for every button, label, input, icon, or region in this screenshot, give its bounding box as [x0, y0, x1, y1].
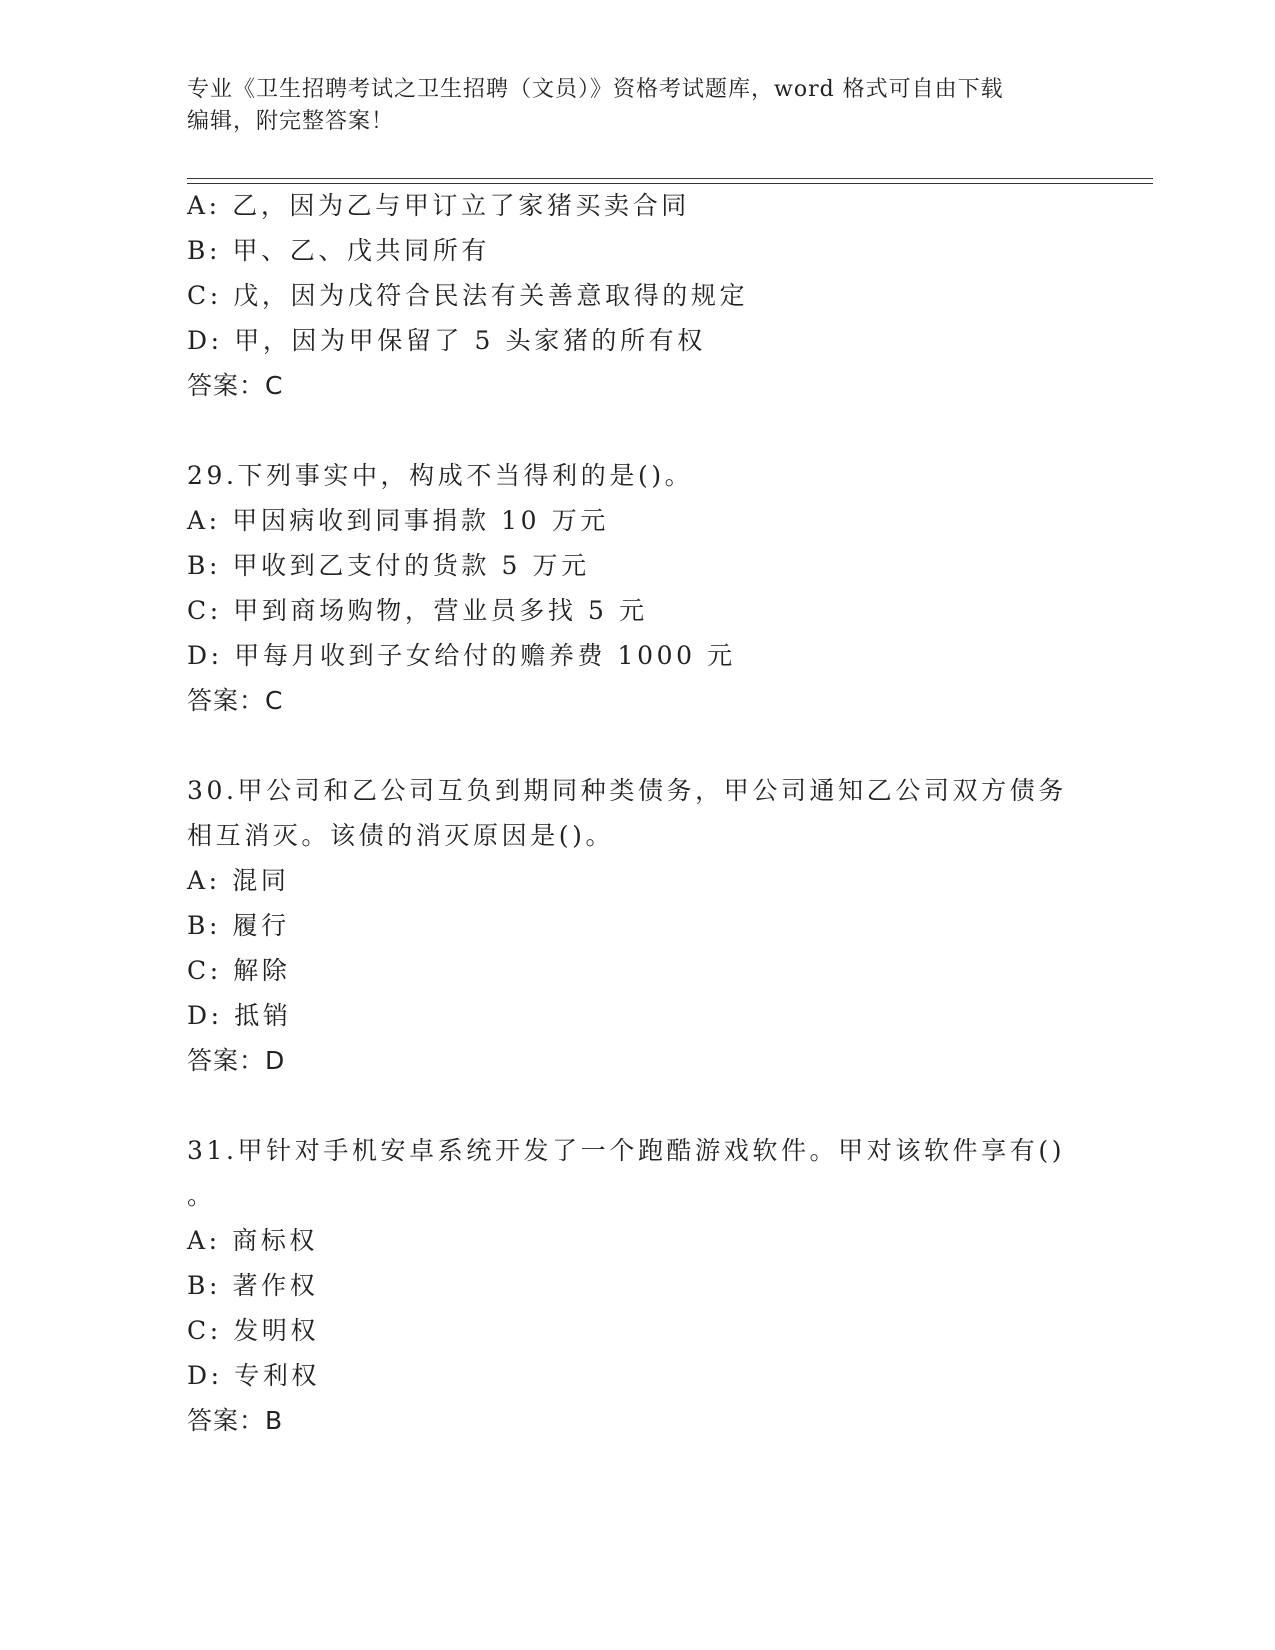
- q31-option-a: A: 商标权: [187, 1226, 319, 1255]
- q30-option-c: C: 解除: [187, 956, 291, 985]
- header-rule-top: [187, 178, 1153, 179]
- q28-answer: 答案：C: [187, 371, 284, 400]
- q30-option-a: A: 混同: [187, 866, 290, 895]
- q31-option-b: B: 著作权: [187, 1271, 319, 1300]
- q30-option-d: D: 抵销: [187, 1001, 292, 1030]
- q28-option-c: C: 戊，因为戊符合民法有关善意取得的规定: [187, 281, 749, 310]
- header-line-1: 专业《卫生招聘考试之卫生招聘（文员）》资格考试题库，word 格式可自由下载: [187, 77, 1004, 102]
- q31-answer: 答案：B: [187, 1406, 284, 1435]
- document-header: [187, 74, 1087, 138]
- q30-stem-line-1: 30.甲公司和乙公司互负到期同种类债务，甲公司通知乙公司双方债务: [187, 776, 1067, 805]
- q29-option-d: D: 甲每月收到子女给付的赡养费 1000 元: [187, 641, 736, 670]
- q31-stem-line-2: 。: [187, 1181, 216, 1210]
- q28-option-b: B: 甲、乙、戊共同所有: [187, 236, 490, 265]
- q30-option-b: B: 履行: [187, 911, 290, 940]
- header-line-2: 编辑，附完整答案！: [187, 109, 395, 134]
- header-rule-bottom: [187, 183, 1153, 184]
- q31-stem-line-1: 31.甲针对手机安卓系统开发了一个跑酷游戏软件。甲对该软件享有(): [187, 1136, 1066, 1165]
- q29-stem: 29.下列事实中，构成不当得利的是()。: [187, 461, 694, 490]
- q30-answer: 答案：D: [187, 1046, 286, 1075]
- q29-option-b: B: 甲收到乙支付的货款 5 万元: [187, 551, 590, 580]
- q29-option-c: C: 甲到商场购物，营业员多找 5 元: [187, 596, 648, 625]
- q28-option-a: A: 乙，因为乙与甲订立了家猪买卖合同: [187, 191, 690, 220]
- q28-option-d: D: 甲，因为甲保留了 5 头家猪的所有权: [187, 326, 706, 355]
- q29-option-a: A: 甲因病收到同事捐款 10 万元: [187, 506, 609, 535]
- q30-stem-line-2: 相互消灭。该债的消灭原因是()。: [187, 821, 615, 850]
- q31-option-d: D: 专利权: [187, 1361, 321, 1390]
- q31-option-c: C: 发明权: [187, 1316, 320, 1345]
- q29-answer: 答案：C: [187, 686, 284, 715]
